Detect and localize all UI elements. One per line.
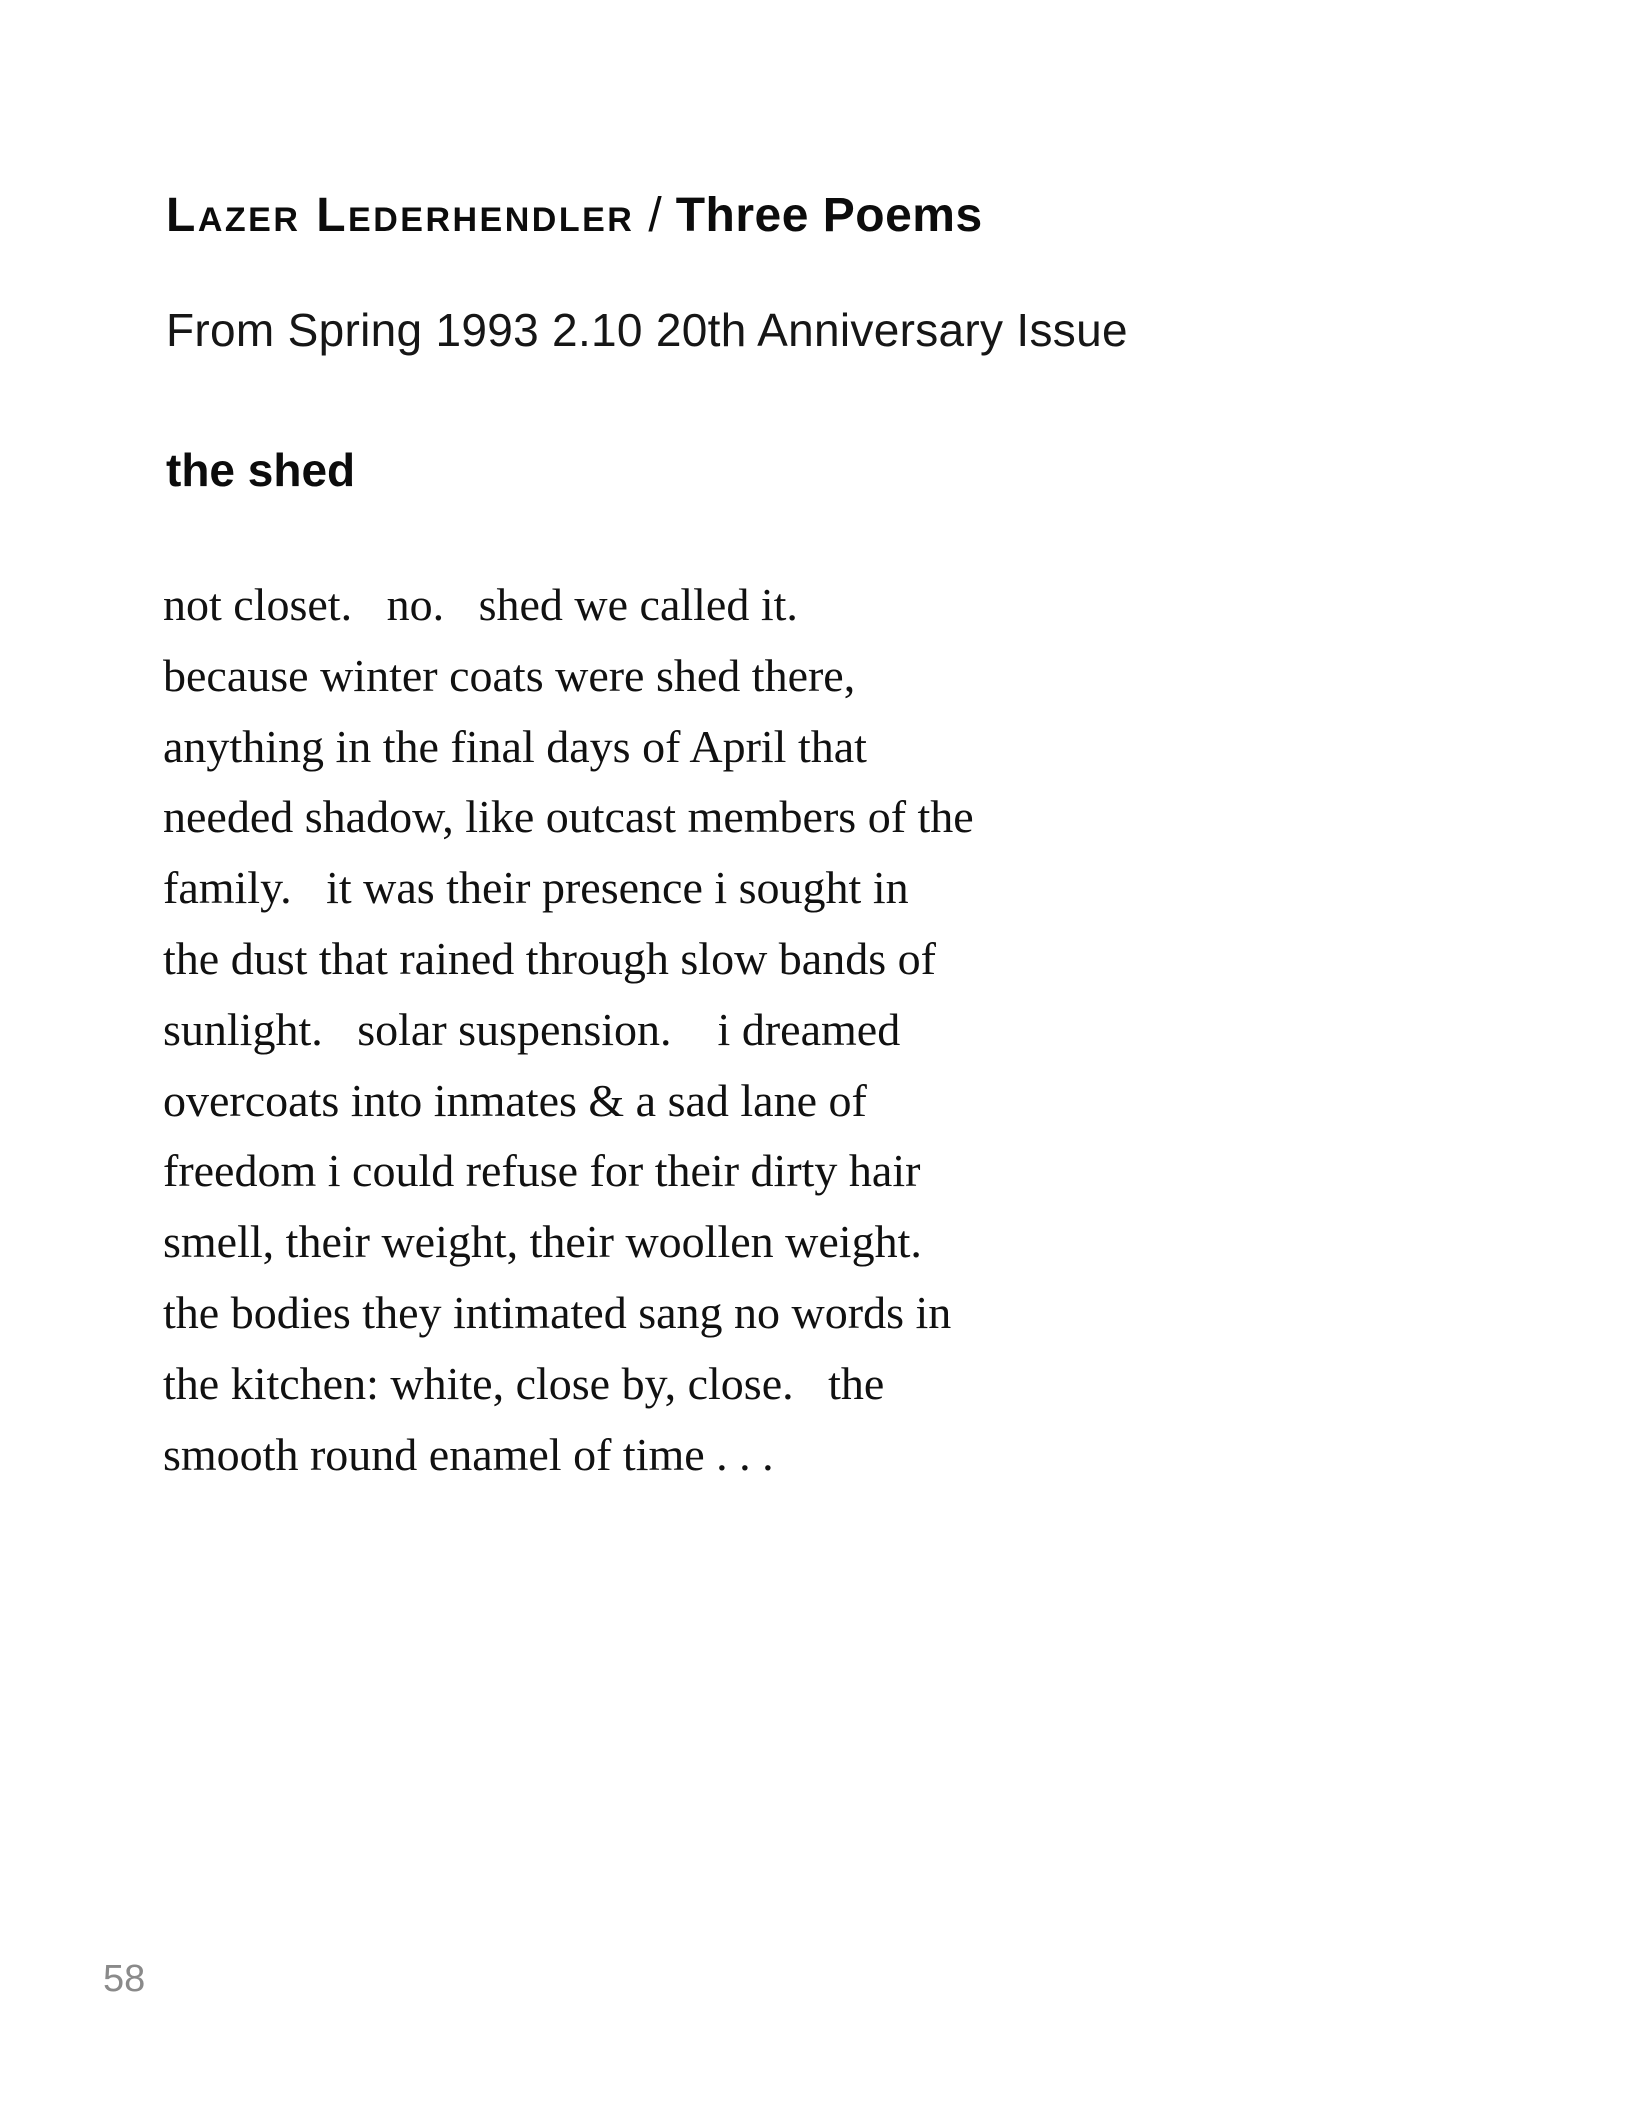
poem-line: the bodies they intimated sang no words in [163, 1286, 952, 1338]
poem-line: not closet. no. shed we called it. [163, 579, 798, 630]
poem-line: family. it was their presence i sought in [163, 862, 909, 914]
poem-line: the kitchen: white, close by, close. the [163, 1357, 885, 1409]
poem-line: freedom i could refuse for their dirty hair [163, 1145, 921, 1197]
author-name: Lazer Lederhendler [166, 189, 635, 242]
title-separator: / [648, 189, 662, 242]
poem-line: smooth round enamel of time . . . [163, 1428, 774, 1480]
poem-line: the dust that rained through slow bands of [163, 932, 936, 984]
article-header [166, 189, 983, 242]
poem-title: the shed [166, 444, 356, 496]
poem-line: needed shadow, like outcast members of the [163, 791, 974, 843]
poem-line: sunlight. solar suspension. i dreamed [163, 1003, 901, 1055]
article-title: Three Poems [675, 189, 983, 242]
poem-line: overcoats into inmates & a sad lane of [163, 1074, 867, 1126]
poem-line: smell, their weight, their woollen weight. [163, 1216, 922, 1268]
page-number: 58 [103, 1958, 146, 2000]
poem-body [163, 570, 974, 1490]
poem-line: because winter coats were shed there, [163, 649, 856, 701]
issue-line: From Spring 1993 2.10 20th Anniversary Issue [166, 304, 1128, 356]
poem-line: anything in the final days of April that [163, 720, 867, 772]
